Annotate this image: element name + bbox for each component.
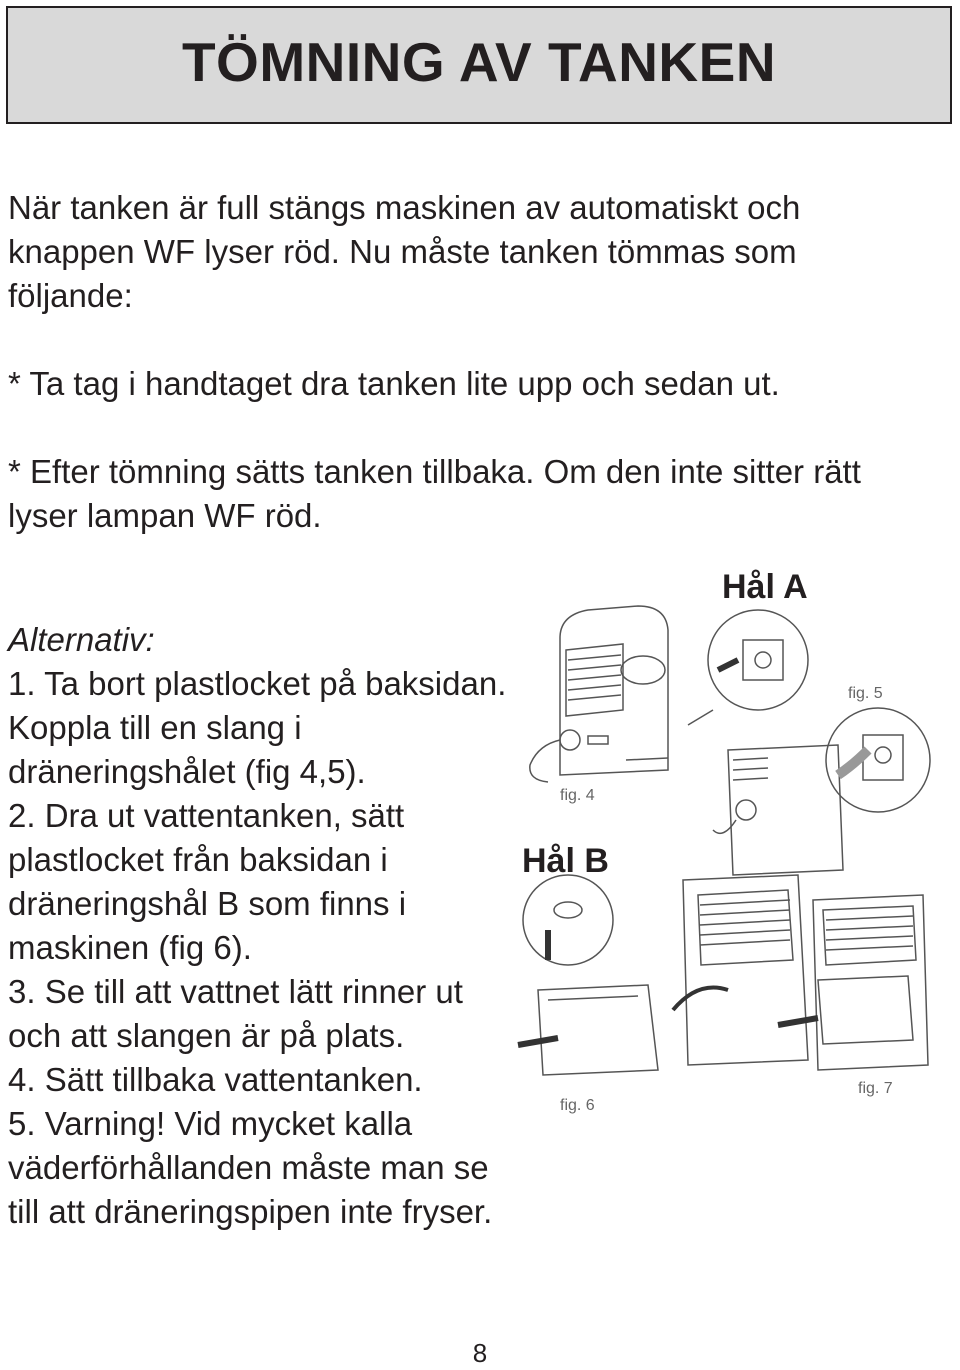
page-title: TÖMNING AV TANKEN [181,31,777,93]
fig5-label: fig. 5 [848,685,883,702]
step-item: 1. Ta bort plastlocket på baksidan. Koppla till en slang i dräneringshålet (fig 4,5). [8,665,507,790]
step-item: 5. Varning! Vid mycket kalla väderförhållanden måste man se till att dräneringspipen inte fryser. [8,1105,493,1230]
fig6-unit-drawing [518,875,808,1075]
fig4-label: fig. 4 [560,787,595,804]
step-item: 2. Dra ut vattentanken, sätt plastlocket från baksidan i dräneringshål B som finns i maskinen (fig 6). [8,797,407,966]
intro-section [8,186,928,538]
fig4-unit-drawing [530,606,668,782]
dehumidifier-illustration [508,560,948,1130]
intro-paragraph: * Efter tömning sätts tanken tillbaka. Om den inte sitter rätt lyser lampan WF röd. [8,453,861,534]
step-item: 3. Se till att vattnet lätt rinner ut och att slangen är på plats. [8,973,463,1054]
step-item: 4. Sätt tillbaka vattentanken. [8,1061,423,1098]
alternative-heading: Alternativ: [8,621,155,658]
fig5-unit-drawing [713,708,930,875]
fig7-label: fig. 7 [858,1080,893,1097]
hole-b-label: Hål B [522,842,609,880]
intro-paragraph: * Ta tag i handtaget dra tanken lite upp och sedan ut. [8,365,780,402]
page-number: 8 [472,1338,488,1368]
intro-paragraph: När tanken är full stängs maskinen av automatiskt och knappen WF lyser röd. Nu måste tanken tömmas som följande: [8,189,801,314]
fig6-label: fig. 6 [560,1097,595,1114]
title-box [6,6,952,124]
hole-a-label: Hål A [722,568,808,606]
steps-section [8,618,508,1234]
